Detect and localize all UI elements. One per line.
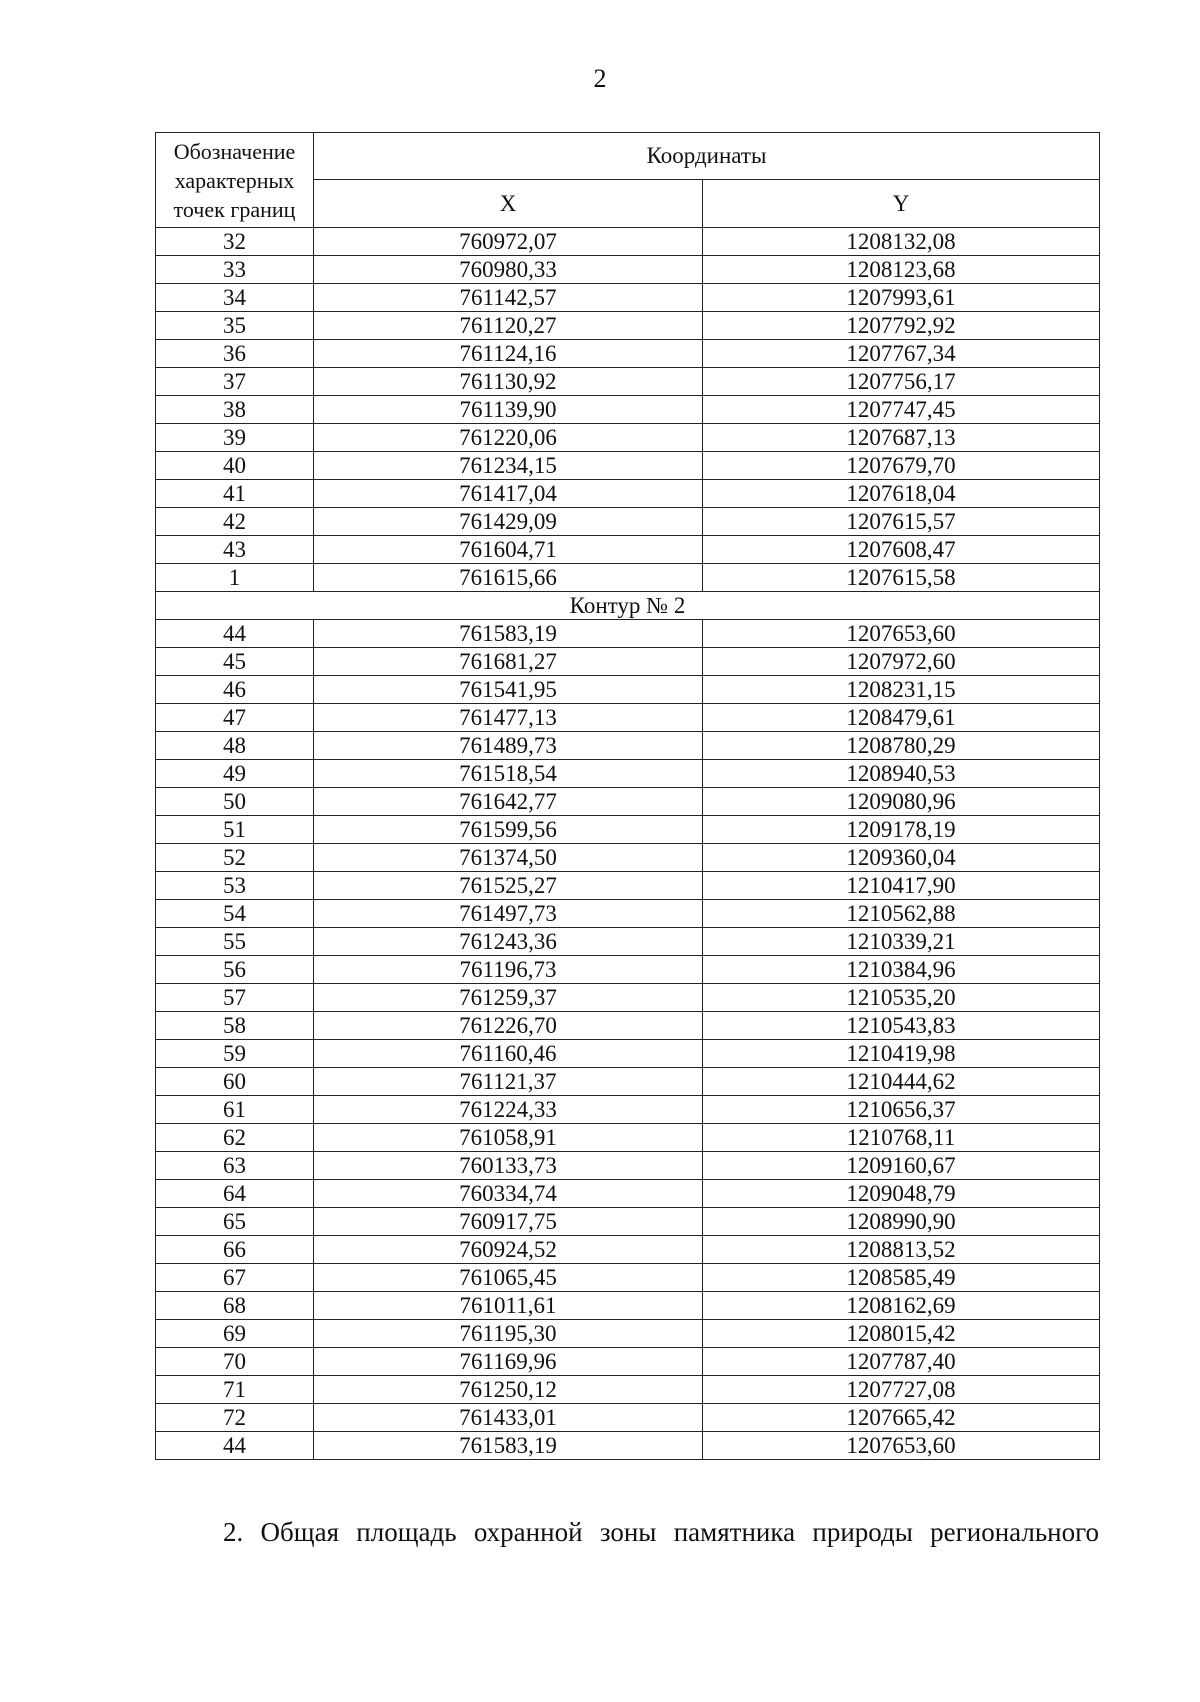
y-coordinate-cell: 1209080,96	[703, 788, 1100, 816]
table-header	[156, 133, 1100, 228]
y-coordinate-cell: 1207615,57	[703, 508, 1100, 536]
y-coordinate-cell: 1208940,53	[703, 760, 1100, 788]
y-coordinate-cell: 1208585,49	[703, 1264, 1100, 1292]
table-row	[156, 844, 1100, 872]
point-cell: 64	[156, 1180, 314, 1208]
x-coordinate-cell: 760133,73	[314, 1152, 703, 1180]
y-coordinate-cell: 1207653,60	[703, 1432, 1100, 1460]
x-coordinate-cell: 761160,46	[314, 1040, 703, 1068]
x-coordinate-cell: 761583,19	[314, 620, 703, 648]
x-coordinate-cell: 761234,15	[314, 452, 703, 480]
point-cell: 1	[156, 564, 314, 592]
table-row	[156, 956, 1100, 984]
y-coordinate-cell: 1207972,60	[703, 648, 1100, 676]
coordinates-header: Координаты	[314, 133, 1100, 180]
point-cell: 40	[156, 452, 314, 480]
x-coordinate-cell: 761429,09	[314, 508, 703, 536]
y-coordinate-cell: 1209360,04	[703, 844, 1100, 872]
y-coordinate-cell: 1208813,52	[703, 1236, 1100, 1264]
x-coordinate-cell: 761196,73	[314, 956, 703, 984]
x-coordinate-cell: 761599,56	[314, 816, 703, 844]
point-cell: 61	[156, 1096, 314, 1124]
point-cell: 72	[156, 1404, 314, 1432]
y-coordinate-cell: 1207615,58	[703, 564, 1100, 592]
y-coordinate-cell: 1207679,70	[703, 452, 1100, 480]
y-coordinate-cell: 1207747,45	[703, 396, 1100, 424]
point-cell: 60	[156, 1068, 314, 1096]
point-cell: 49	[156, 760, 314, 788]
point-cell: 56	[156, 956, 314, 984]
y-coordinate-cell: 1208479,61	[703, 704, 1100, 732]
x-coordinate-cell: 760917,75	[314, 1208, 703, 1236]
y-coordinate-cell: 1210444,62	[703, 1068, 1100, 1096]
table-row	[156, 704, 1100, 732]
x-coordinate-cell: 760334,74	[314, 1180, 703, 1208]
y-coordinate-cell: 1208231,15	[703, 676, 1100, 704]
x-coordinate-cell: 761121,37	[314, 1068, 703, 1096]
point-cell: 47	[156, 704, 314, 732]
point-cell: 53	[156, 872, 314, 900]
table-row	[156, 1096, 1100, 1124]
table-row	[156, 480, 1100, 508]
y-coordinate-cell: 1210656,37	[703, 1096, 1100, 1124]
table-row	[156, 620, 1100, 648]
table-row	[156, 648, 1100, 676]
point-cell: 68	[156, 1292, 314, 1320]
table-row	[156, 508, 1100, 536]
table-row	[156, 1432, 1100, 1460]
x-coordinate-cell: 761220,06	[314, 424, 703, 452]
y-coordinate-cell: 1210417,90	[703, 872, 1100, 900]
table-row	[156, 676, 1100, 704]
table-body	[156, 228, 1100, 1460]
x-coordinate-cell: 761011,61	[314, 1292, 703, 1320]
table-row	[156, 816, 1100, 844]
table-row	[156, 284, 1100, 312]
table-row	[156, 256, 1100, 284]
y-coordinate-cell: 1208123,68	[703, 256, 1100, 284]
point-cell: 34	[156, 284, 314, 312]
section-row	[156, 592, 1100, 620]
y-coordinate-header: Y	[703, 180, 1100, 228]
point-cell: 65	[156, 1208, 314, 1236]
x-coordinate-cell: 761615,66	[314, 564, 703, 592]
point-cell: 70	[156, 1348, 314, 1376]
point-cell: 33	[156, 256, 314, 284]
x-coordinate-cell: 761169,96	[314, 1348, 703, 1376]
point-cell: 48	[156, 732, 314, 760]
x-coordinate-cell: 761124,16	[314, 340, 703, 368]
x-coordinate-cell: 761489,73	[314, 732, 703, 760]
table-row	[156, 1292, 1100, 1320]
y-coordinate-cell: 1208780,29	[703, 732, 1100, 760]
table-row	[156, 1068, 1100, 1096]
table-row	[156, 368, 1100, 396]
x-coordinate-cell: 761139,90	[314, 396, 703, 424]
point-designation-header: Обозначение характерных точек границ	[156, 133, 314, 228]
y-coordinate-cell: 1210562,88	[703, 900, 1100, 928]
x-coordinate-cell: 761224,33	[314, 1096, 703, 1124]
x-coordinate-cell: 761433,01	[314, 1404, 703, 1432]
y-coordinate-cell: 1207687,13	[703, 424, 1100, 452]
x-coordinate-cell: 761525,27	[314, 872, 703, 900]
y-coordinate-cell: 1210535,20	[703, 984, 1100, 1012]
table-row	[156, 340, 1100, 368]
table-row	[156, 760, 1100, 788]
x-coordinate-cell: 761195,30	[314, 1320, 703, 1348]
y-coordinate-cell: 1208990,90	[703, 1208, 1100, 1236]
point-cell: 43	[156, 536, 314, 564]
y-coordinate-cell: 1210384,96	[703, 956, 1100, 984]
area-paragraph: 2. Общая площадь охранной зоны памятника природы регионального	[223, 1517, 1099, 1547]
table-row	[156, 396, 1100, 424]
point-cell: 32	[156, 228, 314, 256]
table-row	[156, 900, 1100, 928]
point-cell: 35	[156, 312, 314, 340]
table-row	[156, 1348, 1100, 1376]
table-row	[156, 312, 1100, 340]
x-coordinate-cell: 760924,52	[314, 1236, 703, 1264]
point-cell: 44	[156, 1432, 314, 1460]
y-coordinate-cell: 1207727,08	[703, 1376, 1100, 1404]
y-coordinate-cell: 1207792,92	[703, 312, 1100, 340]
table-row	[156, 1208, 1100, 1236]
point-cell: 67	[156, 1264, 314, 1292]
y-coordinate-cell: 1210543,83	[703, 1012, 1100, 1040]
table-row	[156, 1404, 1100, 1432]
page-number: 2	[593, 64, 607, 93]
table-row	[156, 228, 1100, 256]
point-cell: 36	[156, 340, 314, 368]
table-row	[156, 424, 1100, 452]
x-coordinate-cell: 761259,37	[314, 984, 703, 1012]
coordinates-table	[155, 132, 1100, 1460]
y-coordinate-cell: 1210339,21	[703, 928, 1100, 956]
table-row	[156, 1180, 1100, 1208]
y-coordinate-cell: 1207608,47	[703, 536, 1100, 564]
point-cell: 46	[156, 676, 314, 704]
point-cell: 44	[156, 620, 314, 648]
table-row	[156, 1152, 1100, 1180]
y-coordinate-cell: 1207767,34	[703, 340, 1100, 368]
y-coordinate-cell: 1207618,04	[703, 480, 1100, 508]
x-coordinate-cell: 761681,27	[314, 648, 703, 676]
y-coordinate-cell: 1207665,42	[703, 1404, 1100, 1432]
table-row	[156, 928, 1100, 956]
x-coordinate-cell: 761250,12	[314, 1376, 703, 1404]
point-cell: 54	[156, 900, 314, 928]
x-coordinate-cell: 761243,36	[314, 928, 703, 956]
x-coordinate-cell: 761604,71	[314, 536, 703, 564]
y-coordinate-cell: 1209160,67	[703, 1152, 1100, 1180]
y-coordinate-cell: 1207993,61	[703, 284, 1100, 312]
x-coordinate-cell: 761541,95	[314, 676, 703, 704]
x-coordinate-header: X	[314, 180, 703, 228]
point-cell: 59	[156, 1040, 314, 1068]
x-coordinate-cell: 761417,04	[314, 480, 703, 508]
x-coordinate-cell: 761583,19	[314, 1432, 703, 1460]
y-coordinate-cell: 1207653,60	[703, 620, 1100, 648]
point-cell: 51	[156, 816, 314, 844]
point-cell: 52	[156, 844, 314, 872]
table-row	[156, 1320, 1100, 1348]
x-coordinate-cell: 761065,45	[314, 1264, 703, 1292]
point-cell: 69	[156, 1320, 314, 1348]
point-cell: 63	[156, 1152, 314, 1180]
point-cell: 55	[156, 928, 314, 956]
x-coordinate-cell: 761226,70	[314, 1012, 703, 1040]
table-row	[156, 536, 1100, 564]
y-coordinate-cell: 1207756,17	[703, 368, 1100, 396]
table-row	[156, 788, 1100, 816]
y-coordinate-cell: 1210419,98	[703, 1040, 1100, 1068]
x-coordinate-cell: 761374,50	[314, 844, 703, 872]
point-cell: 37	[156, 368, 314, 396]
x-coordinate-cell: 761058,91	[314, 1124, 703, 1152]
table-row	[156, 1264, 1100, 1292]
point-cell: 71	[156, 1376, 314, 1404]
x-coordinate-cell: 760980,33	[314, 256, 703, 284]
point-cell: 38	[156, 396, 314, 424]
point-cell: 39	[156, 424, 314, 452]
table-row	[156, 1236, 1100, 1264]
point-cell: 41	[156, 480, 314, 508]
y-coordinate-cell: 1209048,79	[703, 1180, 1100, 1208]
x-coordinate-cell: 761642,77	[314, 788, 703, 816]
point-cell: 45	[156, 648, 314, 676]
point-cell: 66	[156, 1236, 314, 1264]
table-row	[156, 564, 1100, 592]
x-coordinate-cell: 761518,54	[314, 760, 703, 788]
x-coordinate-cell: 761497,73	[314, 900, 703, 928]
x-coordinate-cell: 761477,13	[314, 704, 703, 732]
table-row	[156, 1124, 1100, 1152]
point-cell: 62	[156, 1124, 314, 1152]
table-row	[156, 984, 1100, 1012]
table-row	[156, 452, 1100, 480]
y-coordinate-cell: 1208015,42	[703, 1320, 1100, 1348]
x-coordinate-cell: 760972,07	[314, 228, 703, 256]
point-cell: 57	[156, 984, 314, 1012]
section-label: Контур № 2	[156, 592, 1100, 620]
x-coordinate-cell: 761120,27	[314, 312, 703, 340]
table-row	[156, 872, 1100, 900]
y-coordinate-cell: 1208162,69	[703, 1292, 1100, 1320]
y-coordinate-cell: 1210768,11	[703, 1124, 1100, 1152]
table-row	[156, 1040, 1100, 1068]
table-row	[156, 1376, 1100, 1404]
y-coordinate-cell: 1207787,40	[703, 1348, 1100, 1376]
y-coordinate-cell: 1209178,19	[703, 816, 1100, 844]
x-coordinate-cell: 761142,57	[314, 284, 703, 312]
table-row	[156, 732, 1100, 760]
point-cell: 58	[156, 1012, 314, 1040]
y-coordinate-cell: 1208132,08	[703, 228, 1100, 256]
x-coordinate-cell: 761130,92	[314, 368, 703, 396]
point-cell: 50	[156, 788, 314, 816]
table-row	[156, 1012, 1100, 1040]
point-cell: 42	[156, 508, 314, 536]
